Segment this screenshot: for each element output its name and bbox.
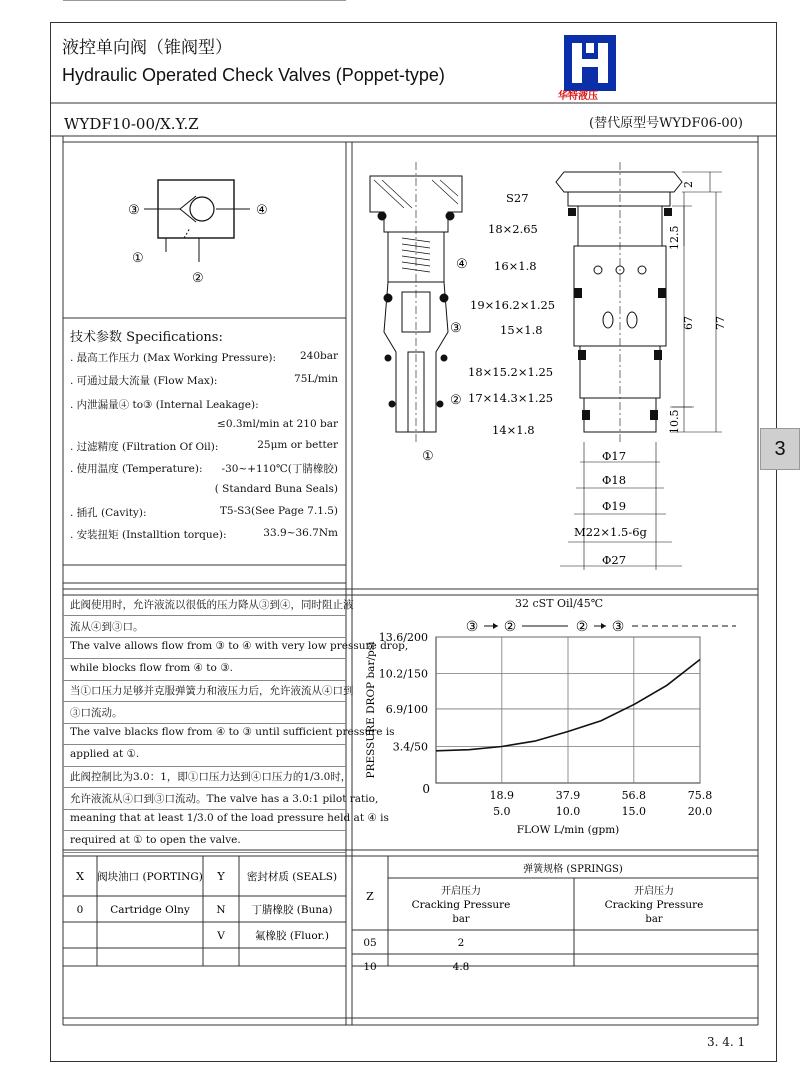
description-line: 流从④到③口。 [70, 620, 144, 633]
description-rule [63, 680, 346, 681]
description-rule [63, 637, 346, 638]
dim-thread-main: M22×1.5-6g [574, 525, 647, 539]
dim-thread1: 19×16.2×1.25 [470, 298, 556, 312]
spec-row [70, 418, 338, 430]
spec-row [70, 505, 338, 520]
spec-value: 75L/min [294, 373, 338, 385]
springs-title: 弹簧规格 (SPRINGS) [523, 864, 623, 875]
spec-value: ( Standard Buna Seals) [214, 483, 338, 495]
description-line: ③口流动。 [70, 706, 123, 719]
dim-oring3: 15×1.8 [500, 323, 543, 337]
porting-cell: V [217, 930, 225, 942]
springs-col-cn: 开启压力 [441, 886, 481, 897]
model-number: WYDF10-00/X.Y.Z [64, 115, 199, 133]
specs-title: 技术参数 Specifications: [70, 330, 223, 345]
section-tab: 3 [760, 428, 800, 470]
springs-col-cn-2: 开启压力 [634, 886, 674, 897]
description-line: required at ① to open the valve. [70, 833, 241, 846]
dim-77: 77 [714, 316, 727, 330]
dim-thread2: 18×15.2×1.25 [468, 365, 554, 379]
springs-col-unit-2: bar [645, 914, 663, 925]
y-tick-label: 13.6/200 [378, 631, 428, 644]
springs-cell: 2 [457, 937, 465, 949]
porting-header-seals: 密封材质 (SEALS) [246, 871, 338, 883]
springs-z-header: Z [366, 890, 374, 903]
spec-row [70, 527, 338, 542]
description-rule [63, 809, 346, 810]
dim-oring4: 14×1.8 [492, 423, 535, 437]
title-en: Hydraulic Operated Check Valves (Poppet-type) [62, 65, 445, 85]
spec-row [70, 350, 338, 365]
description-line: 当①口压力足够并克服弹簧力和液压力后，允许液流从④口到 [70, 685, 354, 697]
spec-value: 25μm or better [257, 439, 338, 451]
replacement-note: (替代原型号WYDF06-00) [589, 116, 744, 131]
description-rule [63, 723, 346, 724]
symbol-label-2: ② [192, 271, 204, 286]
dim-hex: S27 [506, 191, 529, 205]
spec-label: . 最高工作压力 (Max Working Pressure): [70, 352, 277, 364]
x-tick-label: 56.8 [621, 789, 647, 802]
springs-cell: 05 [363, 937, 377, 949]
dim-10-5: 10.5 [668, 409, 681, 434]
spec-label: . 过滤精度 (Filtration Of Oil): [70, 441, 219, 453]
symbol-label-3: ③ [128, 203, 140, 218]
origin-label: 0 [422, 782, 430, 796]
spec-row [70, 397, 338, 412]
spec-row [70, 461, 338, 476]
description-rule [63, 701, 346, 702]
spec-label: . 内泄漏量④ to③ (Internal Leakage): [70, 399, 259, 411]
dim-d27: Φ27 [602, 553, 627, 567]
spec-value: 33.9~36.7Nm [263, 527, 338, 539]
y-axis-label: PRESSURE DROP bar/psi [365, 641, 377, 779]
dim-67: 67 [682, 316, 695, 330]
porting-cell: Cartridge Olny [110, 904, 190, 916]
description-line: 允许液流从④口到③口流动。The valve has a 3.0:1 pilot ratio, [70, 792, 379, 805]
brand-name: 华特液压 [558, 91, 598, 102]
porting-cell: 丁腈橡胶 (Buna) [251, 904, 333, 916]
flow-legend-port: ③ [611, 619, 625, 635]
description-rule [63, 766, 346, 767]
flow-legend-port: ② [575, 619, 589, 635]
cross-section-drawing [352, 142, 758, 587]
section-port4: ④ [456, 257, 468, 272]
section-port1: ① [422, 449, 434, 464]
spec-value: ≤0.3ml/min at 210 bar [217, 418, 338, 430]
spring-table-grid [352, 856, 758, 1018]
spec-row [70, 373, 338, 388]
spec-row [70, 439, 338, 454]
dim-d19: Φ19 [602, 499, 627, 513]
flow-arrow-head [601, 623, 606, 629]
description-line: applied at ①. [70, 747, 140, 760]
dim-d18: Φ18 [602, 473, 627, 487]
spec-label: . 可通过最大流量 (Flow Max): [70, 375, 218, 387]
title-cn: 液控单向阀（锥阀型） [62, 38, 232, 58]
description-line: 此阀控制比为3.0：1，即①口压力达到④口压力的1/3.0时， [70, 771, 352, 783]
dim-thread3: 17×14.3×1.25 [468, 391, 554, 405]
x-tick-label: 75.8 [687, 789, 713, 802]
porting-header-x: X [76, 870, 84, 883]
description-rule [63, 744, 346, 745]
description-rule [63, 852, 346, 853]
section-port2: ② [450, 393, 462, 408]
y-tick-label: 6.9/100 [385, 702, 428, 716]
x-tick-label-gpm: 20.0 [687, 805, 713, 818]
spec-value: T5-S3(See Page 7.1.5) [219, 505, 338, 517]
description-line: The valve blacks flow from ④ to ③ until sufficient pressure is [70, 726, 395, 738]
springs-col-en: Cracking Pressure [411, 899, 511, 911]
y-tick-label: 10.2/150 [378, 667, 428, 681]
x-tick-label-gpm: 10.0 [555, 805, 581, 818]
hydraulic-symbol [120, 170, 290, 290]
porting-cell: 0 [76, 904, 84, 916]
spec-value: 240bar [299, 350, 338, 362]
dim-2: 2 [682, 181, 695, 188]
section-port3: ③ [450, 321, 462, 336]
x-tick-label: 37.9 [555, 789, 581, 802]
description-line: while blocks flow from ④ to ③. [70, 661, 233, 674]
porting-cell: 氟橡胶 (Fluor.) [255, 930, 329, 942]
spec-label: . 插孔 (Cavity): [70, 507, 147, 519]
spec-value: -30~+110℃(丁腈橡胶) [221, 463, 338, 475]
pressure-drop-chart [352, 595, 758, 850]
springs-cell: 10 [363, 961, 377, 973]
dim-d17: Φ17 [602, 449, 627, 463]
spec-label: . 使用温度 (Temperature): [70, 463, 203, 475]
porting-table-grid [63, 856, 346, 1018]
springs-col-en-2: Cracking Pressure [604, 899, 704, 911]
description-rule [63, 787, 346, 788]
x-tick-label-gpm: 5.0 [493, 805, 511, 818]
porting-header-porting: 阀块油口 (PORTING) [97, 871, 203, 883]
x-tick-label-gpm: 15.0 [621, 805, 647, 818]
chart-title: 32 cST Oil/45℃ [515, 597, 604, 610]
porting-cell: N [216, 904, 226, 916]
x-axis-label: FLOW L/min (gpm) [516, 824, 620, 836]
porting-header-y: Y [217, 870, 225, 883]
description-rule [63, 830, 346, 831]
flow-legend-port: ③ [465, 619, 479, 635]
dim-12-5: 12.5 [668, 225, 681, 250]
symbol-label-1: ① [132, 251, 144, 266]
spec-row [70, 483, 338, 495]
page-number: 3. 4. 1 [707, 1035, 746, 1049]
description-line: meaning that at least 1/3.0 of the load pressure held at ④ is [70, 812, 389, 824]
x-tick-label: 18.9 [489, 789, 515, 802]
springs-col-unit: bar [452, 914, 470, 925]
dim-oring2: 16×1.8 [494, 259, 537, 273]
description-line: The valve allows flow from ③ to ④ with very low pressure drop, [70, 640, 409, 652]
spec-label: . 安装扭矩 (Installtion torque): [70, 529, 227, 541]
symbol-label-4: ④ [256, 203, 268, 218]
description-line: 此阀使用时，允许液流以很低的压力降从③到④，同时阻止液 [70, 599, 354, 611]
dim-oring1: 18×2.65 [488, 222, 538, 236]
description-rule [63, 615, 346, 616]
description-rule [63, 658, 346, 659]
flow-arrow-head [493, 623, 498, 629]
y-tick-label: 3.4/50 [392, 740, 428, 754]
flow-legend-port: ② [503, 619, 517, 635]
springs-cell: 4.8 [452, 961, 470, 973]
